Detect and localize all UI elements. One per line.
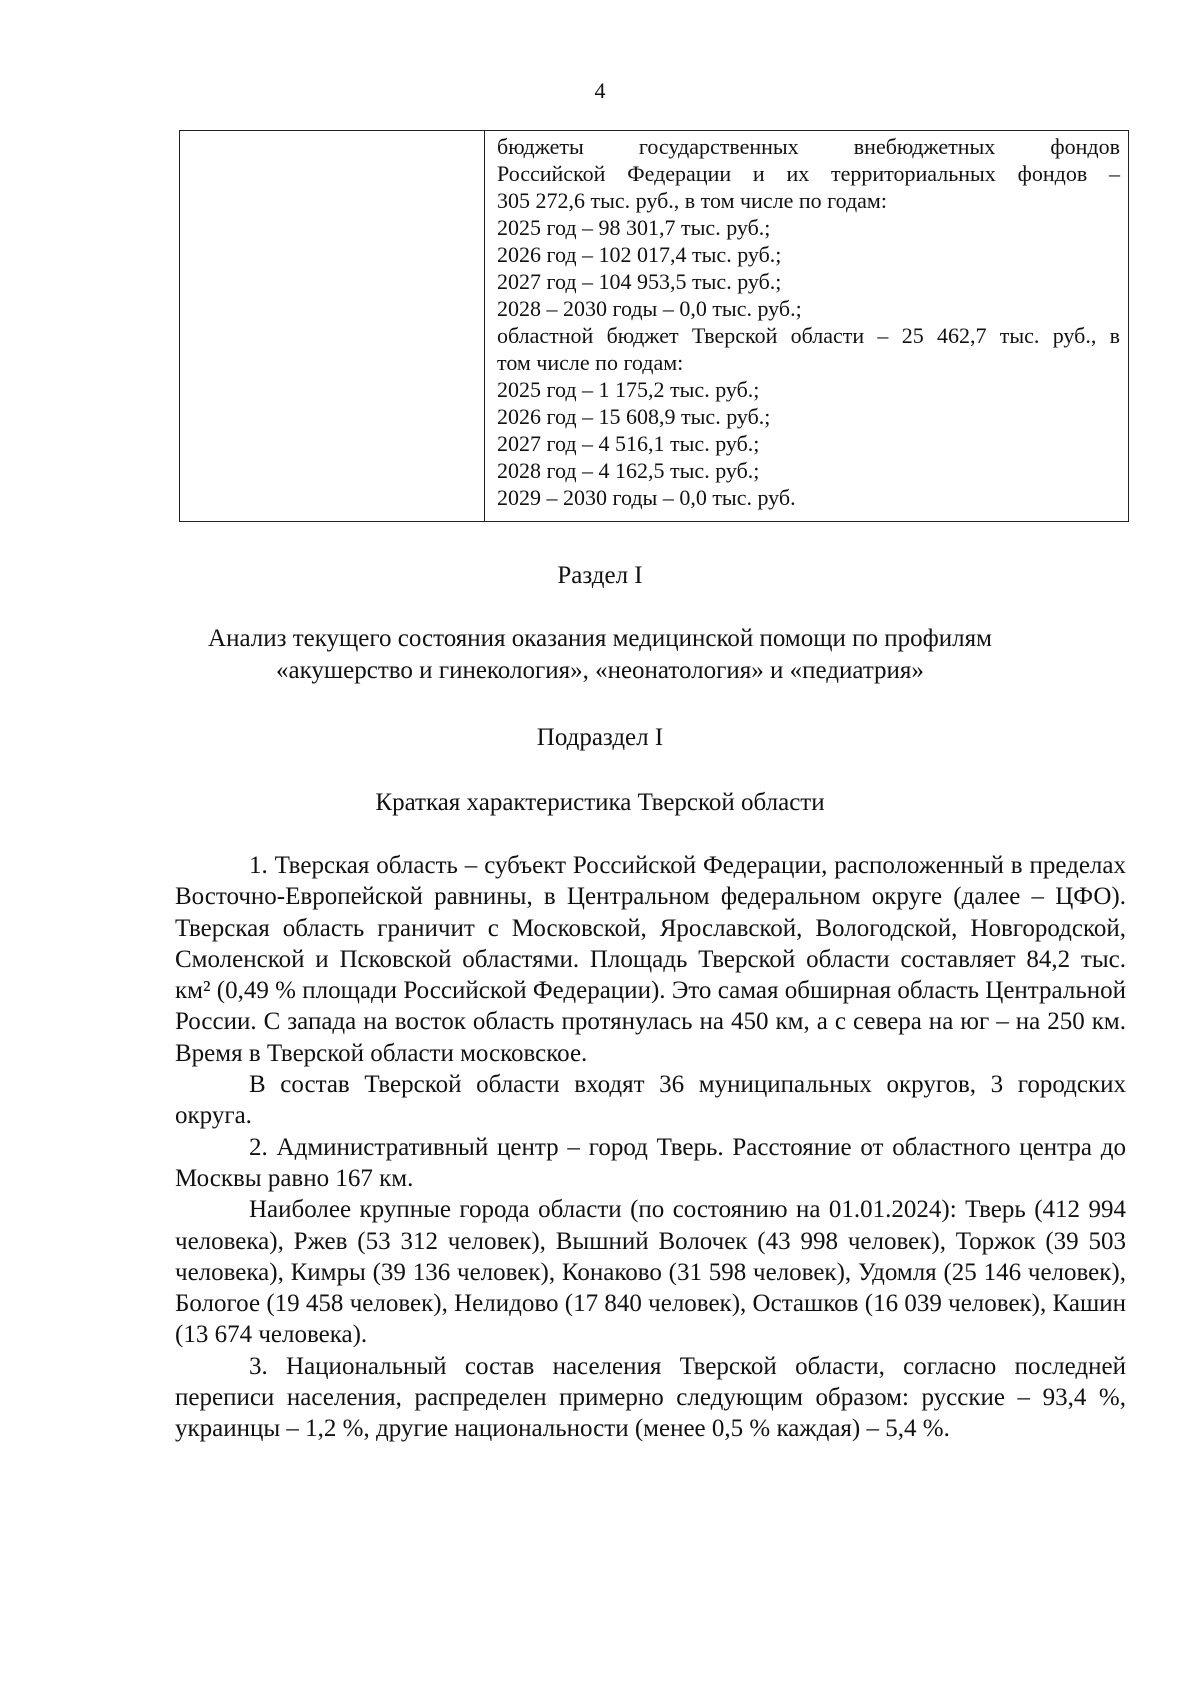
paragraph: Наиболее крупные города области (по состоянию на 01.01.2024): Тверь (412 994 человека), Ржев (53 312 человек), Вышний Волочек (43 998 человек), Торжок (39 503 человека), Кимры (39 136 человек), Конаково (31 598 человек), Удомля (25 146 человек), Бологое (19 458 человек), Нелидово (17 840 человек), Осташков (16 039 человек), Кашин (13 674 человека). [175, 1196, 1126, 1349]
funding-line: областной бюджет Тверской области – 25 462,7 тыс. руб., в [497, 323, 1120, 348]
section-heading-line-1: Анализ текущего состояния оказания медицинской помощи по профилям [208, 625, 992, 652]
funding-line: 2028 год – 4 162,5 тыс. руб.; [497, 458, 760, 483]
funding-line: 2028 – 2030 годы – 0,0 тыс. руб.; [497, 296, 802, 321]
section-title: Раздел I [557, 562, 643, 589]
paragraph: 3. Национальный состав населения Тверской области, согласно последней переписи населения, распределен примерно следующим образом: русские – 93,4 %, украинцы – 1,2 %, другие национальности (менее 0,5 % каждая) – 5,4 %. [175, 1352, 1126, 1443]
subsection-heading: Краткая характеристика Тверской области [375, 789, 825, 816]
funding-line: 2026 год – 15 608,9 тыс. руб.; [497, 404, 771, 429]
funding-line: том числе по годам: [497, 350, 684, 375]
table-row [180, 131, 1129, 522]
funding-line: бюджеты государственных внебюджетных фондов [497, 134, 1120, 159]
paragraph: 2. Административный центр – город Тверь. Расстояние от областного центра до Москвы равно 167 км. [175, 1133, 1126, 1192]
subsection-title: Подраздел I [536, 724, 664, 751]
paragraph: В состав Тверской области входят 36 муниципальных округов, 3 городских округа. [175, 1071, 1126, 1130]
page-number: 4 [594, 78, 606, 103]
paragraph: 1. Тверская область – субъект Российской Федерации, расположенный в пределах Восточно-Европейской равнины, в Центральном федеральном округе (далее – ЦФО). Тверская область граничит с Московской, Ярославской, Вологодской, Новгородской, Смоленской и Псковской областями. Площадь Тверской области составляет 84,2 тыс. км² (0,49 % площади Российской Федерации). Это самая обширная область Центральной России. С запада на восток область протянулась на 450 км, а с севера на юг – на 250 км. Время в Тверской области московское. [175, 852, 1126, 1067]
funding-line: 2027 год – 4 516,1 тыс. руб.; [497, 431, 760, 456]
funding-line: 2025 год – 98 301,7 тыс. руб.; [497, 215, 771, 240]
funding-line: 305 272,6 тыс. руб., в том числе по годам: [497, 188, 887, 213]
table-empty-cell [180, 131, 485, 522]
funding-sources-cell [485, 131, 1129, 522]
funding-line: 2027 год – 104 953,5 тыс. руб.; [497, 269, 782, 294]
funding-line: 2026 год – 102 017,4 тыс. руб.; [497, 242, 782, 267]
section-heading-line-2: «акушерство и гинекология», «неонатология» и «педиатрия» [276, 657, 924, 684]
funding-line: 2025 год – 1 175,2 тыс. руб.; [497, 377, 760, 402]
funding-table [179, 130, 1129, 522]
funding-line: 2029 – 2030 годы – 0,0 тыс. руб. [497, 485, 796, 510]
document-body [175, 850, 1126, 1445]
funding-line: Российской Федерации и их территориальных фондов – [497, 161, 1120, 186]
